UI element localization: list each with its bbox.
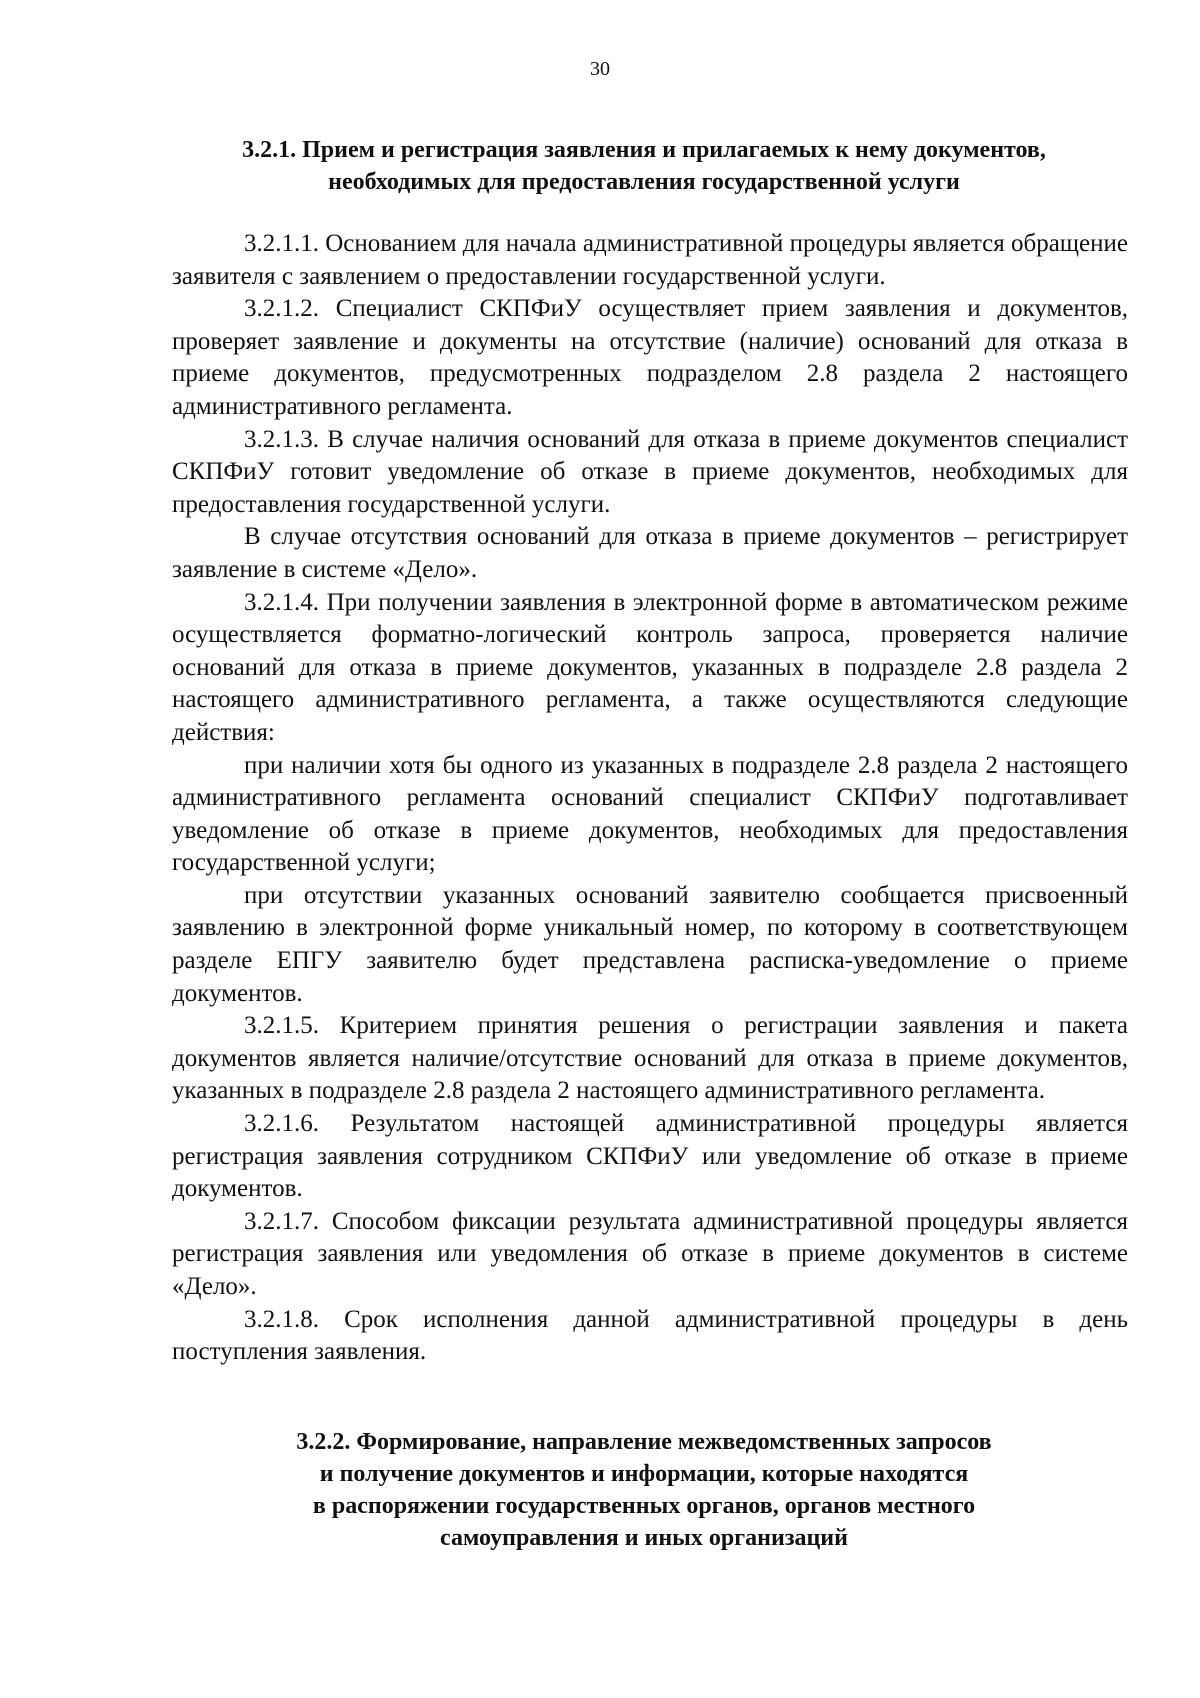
paragraph-3-2-1-4-item-1: при наличии хотя бы одного из указанных в подразделе 2.8 раздела 2 настоящего административного регламента оснований специалист СКПФиУ подготавливает уведомление об отказе в приеме документов, необходимых для предоставления государственной услуги; [172, 751, 1128, 877]
paragraph-3-2-1-1: 3.2.1.1. Основанием для начала административной процедуры является обращение заявителя с заявлением о предоставлении государственной услуги. [172, 230, 1128, 290]
heading-line: в распоряжении государственных органов, органов местного [312, 1493, 976, 1519]
paragraph-3-2-1-3-continued: В случае отсутствия оснований для отказа в приеме документов – регистрирует заявление в системе «Дело». [172, 523, 1128, 583]
paragraph-3-2-1-5: 3.2.1.5. Критерием принятия решения о регистрации заявления и пакета документов является наличие/отсутствие оснований для отказа в приеме документов, указанных в подразделе 2.8 раздела 2 настоящего административного регламента. [172, 1012, 1128, 1105]
paragraph-3-2-1-2: 3.2.1.2. Специалист СКПФиУ осуществляет прием заявления и документов, проверяет заявление и документы на отсутствие (наличие) оснований для отказа в приеме документов, предусмотренных подразделом 2.8 раздела 2 настоящего административного регламента. [172, 295, 1128, 420]
paragraph-3-2-1-6: 3.2.1.6. Результатом настоящей административной процедуры является регистрация заявления сотрудником СКПФиУ или уведомление об отказе в приеме документов. [172, 1110, 1128, 1203]
section-body [172, 228, 1128, 1369]
paragraph-3-2-1-4: 3.2.1.4. При получении заявления в электронной форме в автоматическом режиме осуществляется форматно-логический контроль запроса, проверяется наличие оснований для отказа в приеме документов, указанных в подразделе 2.8 раздела 2 настоящего административного регламента, а также осуществляются следующие действия: [172, 588, 1128, 746]
section-heading-3-2-1 [160, 134, 1128, 198]
section-heading-3-2-2 [160, 1426, 1128, 1554]
heading-line: и получение документов и информации, которые находятся [319, 1461, 969, 1487]
heading-line: самоуправления и иных организаций [440, 1525, 848, 1551]
heading-line: необходимых для предоставления государственной услуги [328, 169, 960, 195]
page-number: 30 [590, 58, 610, 80]
paragraph-3-2-1-3: 3.2.1.3. В случае наличия оснований для отказа в приеме документов специалист СКПФиУ готовит уведомление об отказе в приеме документов, необходимых для предоставления государственной услуги. [172, 425, 1128, 518]
heading-line: 3.2.2. Формирование, направление межведомственных запросов [296, 1429, 992, 1455]
paragraph-3-2-1-8: 3.2.1.8. Срок исполнения данной административной процедуры в день поступления заявления. [172, 1305, 1128, 1366]
paragraph-3-2-1-7: 3.2.1.7. Способом фиксации результата административной процедуры является регистрация заявления или уведомления об отказе в приеме документов в системе «Дело». [172, 1207, 1128, 1300]
heading-line: 3.2.1. Прием и регистрация заявления и прилагаемых к нему документов, [242, 137, 1046, 163]
paragraph-3-2-1-4-item-2: при отсутствии указанных оснований заявителю сообщается присвоенный заявлению в электронной форме уникальный номер, по которому в соответствующем разделе ЕПГУ заявителю будет представлена расписка-уведомление о приеме документов. [172, 881, 1128, 1007]
